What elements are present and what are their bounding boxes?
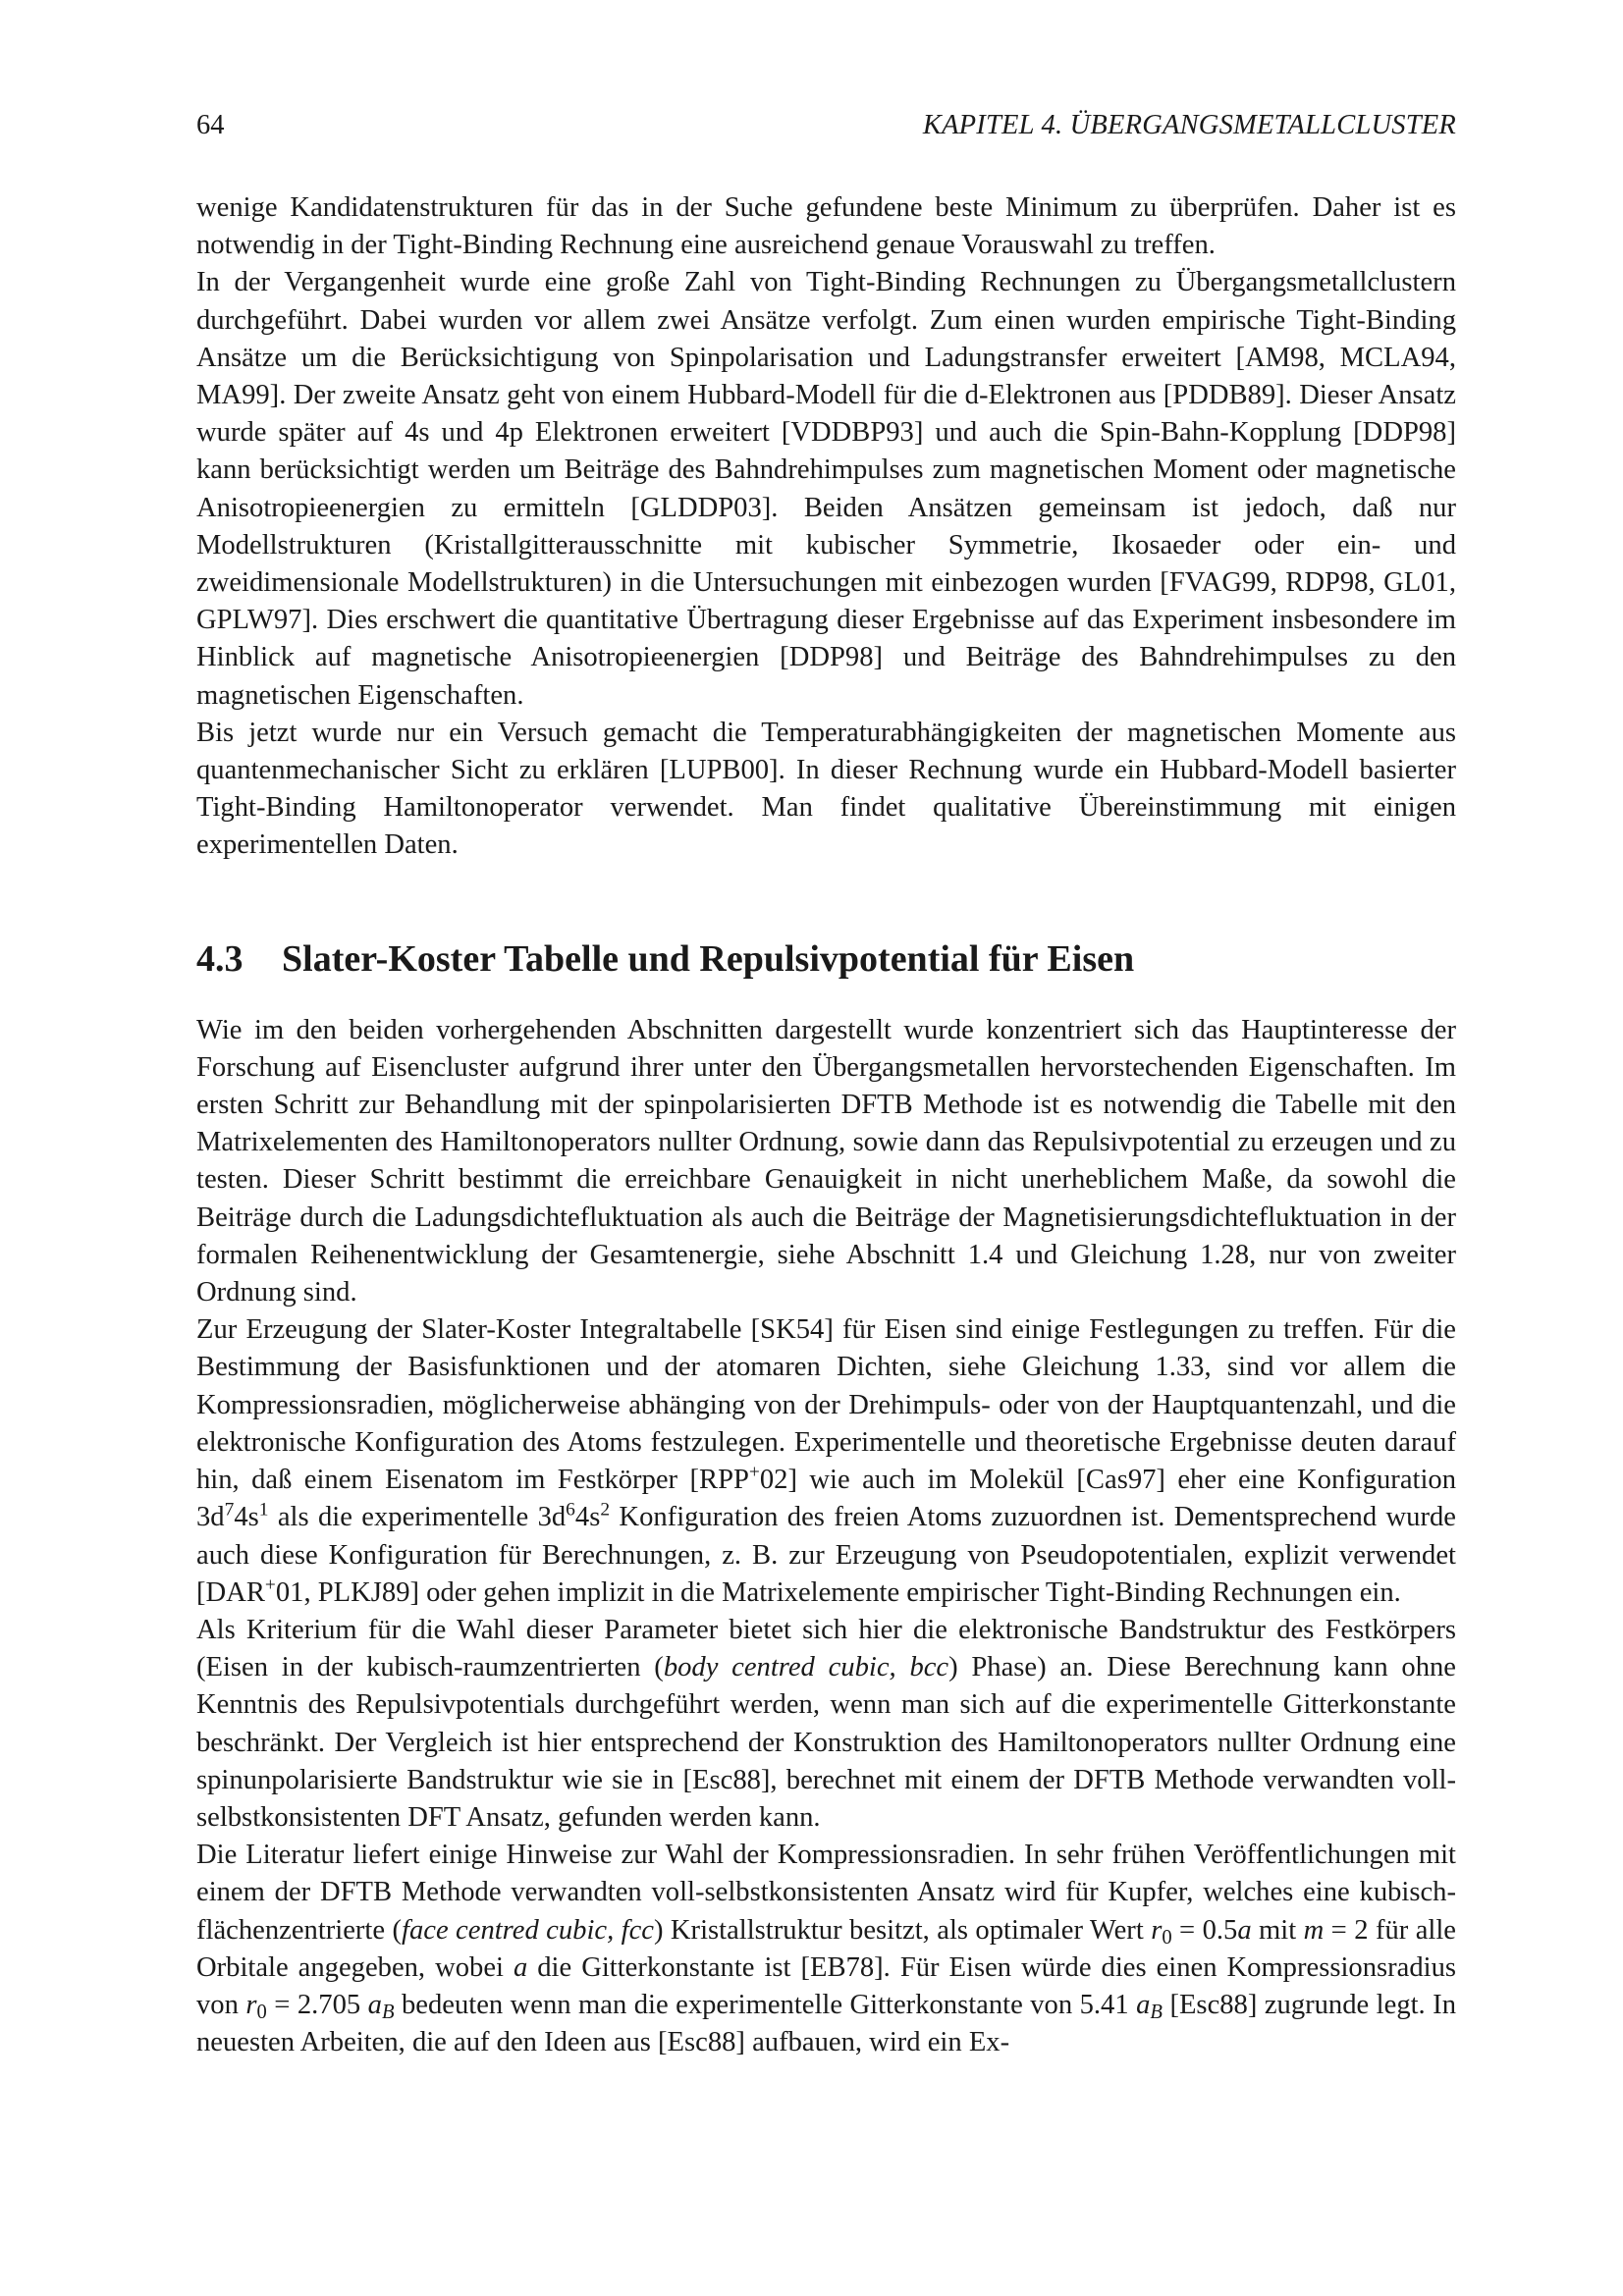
paragraph-compression-radii: Die Literatur liefert einige Hinweise zur Wahl der Kompressionsradien. In sehr frühen Veröffentlichungen mit einem der DFTB Methode verwandten voll-selbstkonsistenten Ansatz wird für Kupfer, welches eine kubisch-flächenzentrierte (face centred cubic, fcc) Kristallstruktur besitzt, als optimaler Wert $r_0 = 0.5a$ mit m = 2 für alle Orbitale angegeben, wobei a die Gitterkonstante ist [EB78]. Für Eisen würde dies einen Kompressionsradius von $r_0 = 2.705$ $a_B$ bedeuten wenn man die experimentelle Gitterkonstante von 5.41 $a_B$ [Esc88] zugrunde legt. In neuesten Arbeiten, die auf den Ideen aus [Esc88] aufbauen, wird ein Ex- (196, 1840, 1456, 2058)
section-title: Slater-Koster Tabelle und Repulsivpotential für Eisen (282, 937, 1135, 980)
chapter-title: KAPITEL 4. ÜBERGANGSMETALLCLUSTER (922, 110, 1456, 140)
paragraph-intro-continuation: wenige Kandidatenstrukturen für das in der Suche gefundene beste Minimum zu überprüfen. Daher ist es notwendig in der Tight-Binding Rechnung eine ausreichend genaue Vorauswahl zu treffen. (196, 192, 1456, 261)
body-text (196, 189, 1456, 2061)
paragraph-eisencluster-focus: Wie im den beiden vorhergehenden Abschnitten dargestellt wurde konzentriert sich das Hauptinteresse der Forschung auf Eisencluster aufgrund ihrer unter den Übergangsmetallen hervorstechenden Eigenschaften. Im ersten Schritt zur Behandlung mit der spinpolarisierten DFTB Methode ist es notwendig die Tabelle mit den Matrixelementen des Hamiltonoperators nullter Ordnung, sowie dann das Repulsivpotential zu erzeugen und zu testen. Dieser Schritt bestimmt die erreichbare Genauigkeit in nicht unerheblichem Maße, da sowohl die Beiträge durch die Ladungsdichtefluktuation als auch die Beiträge der Magnetisierungsdichtefluktuation in der formalen Reihenentwicklung der Gesamtenergie, siehe Abschnitt 1.4 und Gleichung 1.28, nur von zweiter Ordnung sind. (196, 1014, 1456, 1308)
page-number: 64 (196, 110, 225, 140)
paragraph-band-structure-criterion: Als Kriterium für die Wahl dieser Parameter bietet sich hier die elektronische Bandstruktur des Festkörpers (Eisen in der kubisch-raumzentrierten (body centred cubic, bcc) Phase) an. Diese Berechnung kann ohne Kenntnis des Repulsivpotentials durchgeführt werden, wenn man sich auf die experimentelle Gitterkonstante beschränkt. Der Vergleich ist hier entsprechend der Konstruktion des Hamiltonoperators nullter Ordnung eine spinunpolarisierte Bandstruktur wie sie in [Esc88], berechnet mit einem der DFTB Methode verwandten voll-selbstkonsistenten DFT Ansatz, gefunden werden kann. (196, 1614, 1456, 1833)
section-heading (196, 935, 1456, 983)
paragraph-tight-binding-history: In der Vergangenheit wurde eine große Zahl von Tight-Binding Rechnungen zu Übergangsmetallclustern durchgeführt. Dabei wurden vor allem zwei Ansätze verfolgt. Zum einen wurden empirische Tight-Binding Ansätze um die Berücksichtigung von Spinpolarisation und Ladungstransfer erweitert [AM98, MCLA94, MA99]. Der zweite Ansatz geht von einem Hubbard-Modell für die d-Elektronen aus [PDDB89]. Dieser Ansatz wurde später auf 4s und 4p Elektronen erweitert [VDDBP93] und auch die Spin-Bahn-Kopplung [DDP98] kann berücksichtigt werden um Beiträge des Bahndrehimpulses zum magnetischen Moment oder magnetische Anisotropieenergien zu ermitteln [GLDDP03]. Beiden Ansätzen gemeinsam ist jedoch, daß nur Modellstrukturen (Kristallgitterausschnitte mit kubischer Symmetrie, Ikosaeder oder ein- und zweidimensionale Modellstrukturen) in die Untersuchungen mit einbezogen wurden [FVAG99, RDP98, GL01, GPLW97]. Dies erschwert die quantitative Übertragung dieser Ergebnisse auf das Experiment insbesondere im Hinblick auf magnetische Anisotropieenergien [DDP98] und Beiträge des Bahndrehimpulses zu den magnetischen Eigenschaften. (196, 267, 1456, 711)
paragraph-slater-koster-configuration: Zur Erzeugung der Slater-Koster Integraltabelle [SK54] für Eisen sind einige Festlegungen zu treffen. Für die Bestimmung der Basisfunktionen und der atomaren Dichten, siehe Gleichung 1.33, sind vor allem die Kompressionsradien, möglicherweise abhänging von der Drehimpuls- oder von der Hauptquantenzahl, und die elektronische Konfiguration des Atoms festzulegen. Experimentelle und theoretische Ergebnisse deuten darauf hin, daß einem Eisenatom im Festkörper [RPP+02] wie auch im Molekül [Cas97] eher eine Konfiguration $3d^74s^1$ als die experimentelle $3d^64s^2$ Konfiguration des freien Atoms zuzuordnen ist. Dementsprechend wurde auch diese Konfiguration für Berechnungen, z. B. zur Erzeugung von Pseudopotentialen, explizit verwendet [DAR+01, PLKJ89] oder gehen implizit in die Matrixelemente empirischer Tight-Binding Rechnungen ein. (196, 1314, 1456, 1608)
section-number: 4.3 (196, 937, 243, 980)
paragraph-temperature-dependence: Bis jetzt wurde nur ein Versuch gemacht die Temperaturabhängigkeiten der magnetischen Momente aus quantenmechanischer Sicht zu erklären [LUPB00]. In dieser Rechnung wurde ein Hubbard-Modell basierter Tight-Binding Hamiltonoperator verwendet. Man findet qualitative Übereinstimmung mit einigen experimentellen Daten. (196, 717, 1456, 861)
